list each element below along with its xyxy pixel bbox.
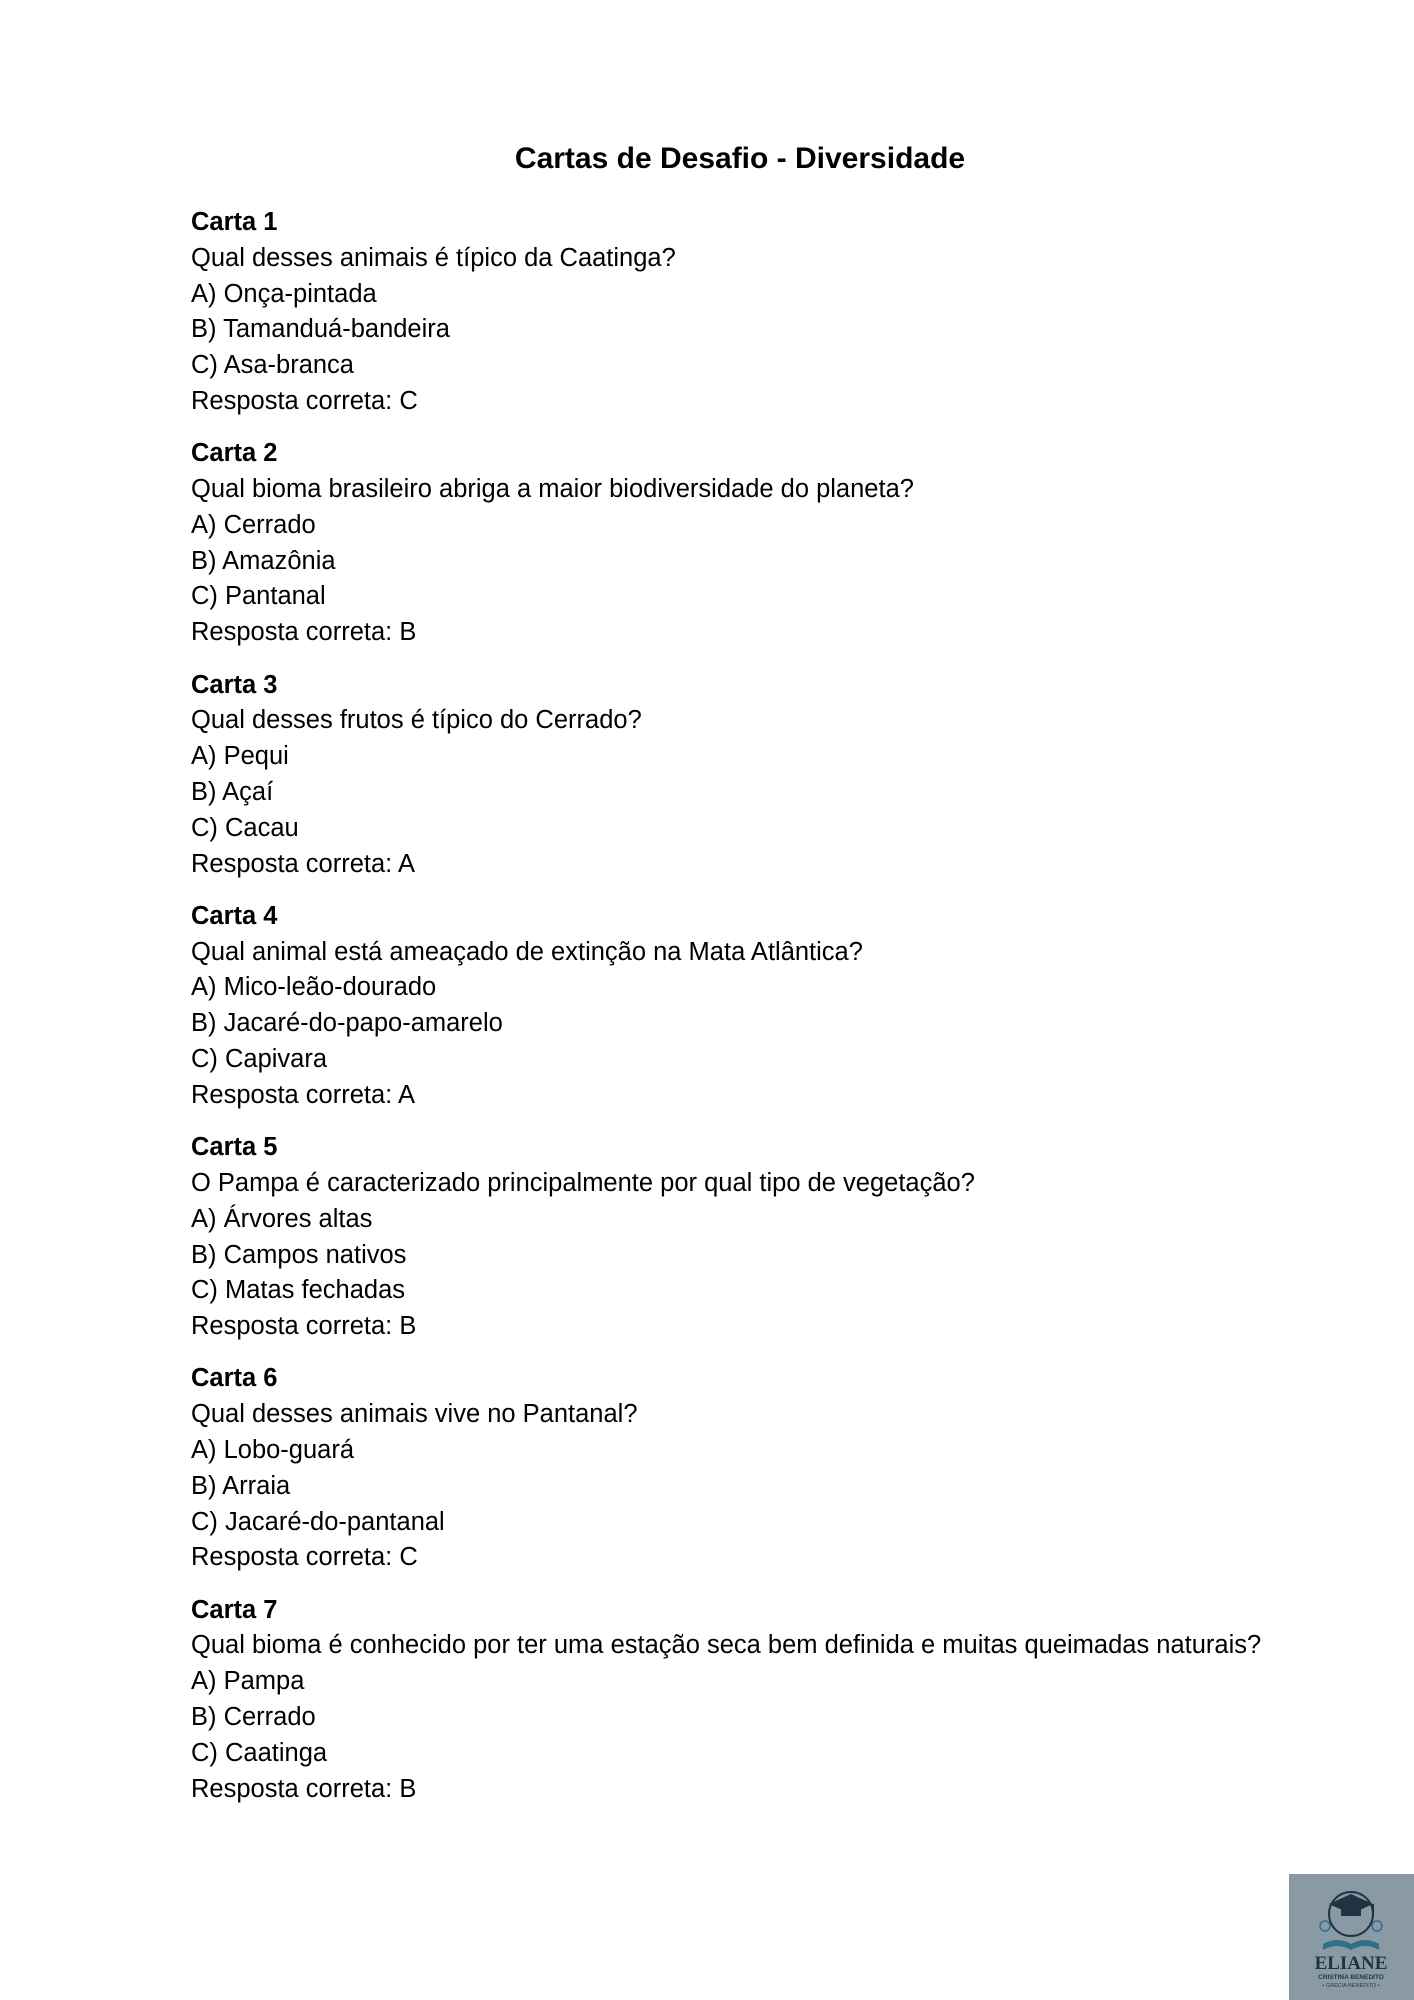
card-option-a: A) Árvores altas xyxy=(191,1204,373,1233)
card-answer: Resposta correta: A xyxy=(191,1080,415,1109)
card-option-a: A) Pampa xyxy=(191,1667,305,1696)
card-option-b: B) Campos nativos xyxy=(191,1240,407,1269)
card-answer: Resposta correta: C xyxy=(191,1543,418,1572)
card-option-a: A) Onça-pintada xyxy=(191,279,377,308)
page-title: Cartas de Desafio - Diversidade xyxy=(514,142,966,175)
logo-graphic xyxy=(1289,1874,1414,2000)
card-option-c: C) Jacaré-do-pantanal xyxy=(191,1507,445,1536)
card-option-c: C) Pantanal xyxy=(191,582,326,611)
card-question: Qual desses animais vive no Pantanal? xyxy=(191,1400,638,1429)
card-option-b: B) Tamanduá-bandeira xyxy=(191,315,450,344)
card-option-a: A) Mico-leão-dourado xyxy=(191,973,437,1002)
card-6 xyxy=(191,1361,1341,1576)
cards-list xyxy=(191,205,1341,1824)
card-title: Carta 5 xyxy=(191,1133,278,1162)
card-question: O Pampa é caracterizado principalmente por qual tipo de vegetação? xyxy=(191,1168,975,1197)
card-answer: Resposta correta: B xyxy=(191,1774,417,1803)
atom-icon xyxy=(1372,1921,1382,1931)
card-title: Carta 6 xyxy=(191,1364,278,1393)
card-option-c: C) Cacau xyxy=(191,813,299,842)
card-2 xyxy=(191,436,1341,651)
card-answer: Resposta correta: C xyxy=(191,386,418,415)
card-option-c: C) Capivara xyxy=(191,1045,328,1074)
logo-subtitle: CRISTINA BENEDITO xyxy=(1318,1974,1384,1981)
card-5 xyxy=(191,1130,1341,1345)
card-title: Carta 3 xyxy=(191,670,278,699)
card-4 xyxy=(191,899,1341,1114)
card-option-c: C) Caatinga xyxy=(191,1738,328,1767)
card-title: Carta 2 xyxy=(191,439,278,468)
card-option-c: C) Asa-branca xyxy=(191,351,354,380)
card-answer: Resposta correta: B xyxy=(191,1312,417,1341)
card-question: Qual desses frutos é típico do Cerrado? xyxy=(191,706,642,735)
logo-tagline: • GRÉCIA BENEDITO • xyxy=(1322,1983,1380,1989)
logo-name: ELIANE xyxy=(1314,1953,1388,1974)
card-title: Carta 4 xyxy=(191,901,278,930)
card-question: Qual bioma é conhecido por ter uma estação seca bem definida e muitas queimadas naturais? xyxy=(191,1631,1262,1660)
card-question: Qual animal está ameaçado de extinção na Mata Atlântica? xyxy=(191,937,863,966)
card-question: Qual bioma brasileiro abriga a maior biodiversidade do planeta? xyxy=(191,475,914,504)
bulb-small-icon xyxy=(1320,1921,1330,1931)
card-option-b: B) Açaí xyxy=(191,777,274,806)
card-option-a: A) Cerrado xyxy=(191,510,316,539)
eliane-logo xyxy=(1289,1874,1414,2000)
card-answer: Resposta correta: B xyxy=(191,618,417,647)
card-title: Carta 1 xyxy=(191,208,278,236)
card-option-b: B) Amazônia xyxy=(191,546,336,575)
card-option-a: A) Pequi xyxy=(191,742,289,771)
card-answer: Resposta correta: A xyxy=(191,849,415,878)
card-option-c: C) Matas fechadas xyxy=(191,1276,406,1305)
card-option-b: B) Cerrado xyxy=(191,1703,316,1732)
card-1 xyxy=(191,205,1341,420)
open-book-icon xyxy=(1323,1940,1379,1950)
card-title: Carta 7 xyxy=(191,1595,278,1624)
card-option-b: B) Jacaré-do-papo-amarelo xyxy=(191,1009,503,1038)
card-3 xyxy=(191,668,1341,883)
card-question: Qual desses animais é típico da Caatinga? xyxy=(191,243,676,272)
card-7 xyxy=(191,1593,1341,1808)
card-option-b: B) Arraia xyxy=(191,1471,291,1500)
card-option-a: A) Lobo-guará xyxy=(191,1436,355,1464)
